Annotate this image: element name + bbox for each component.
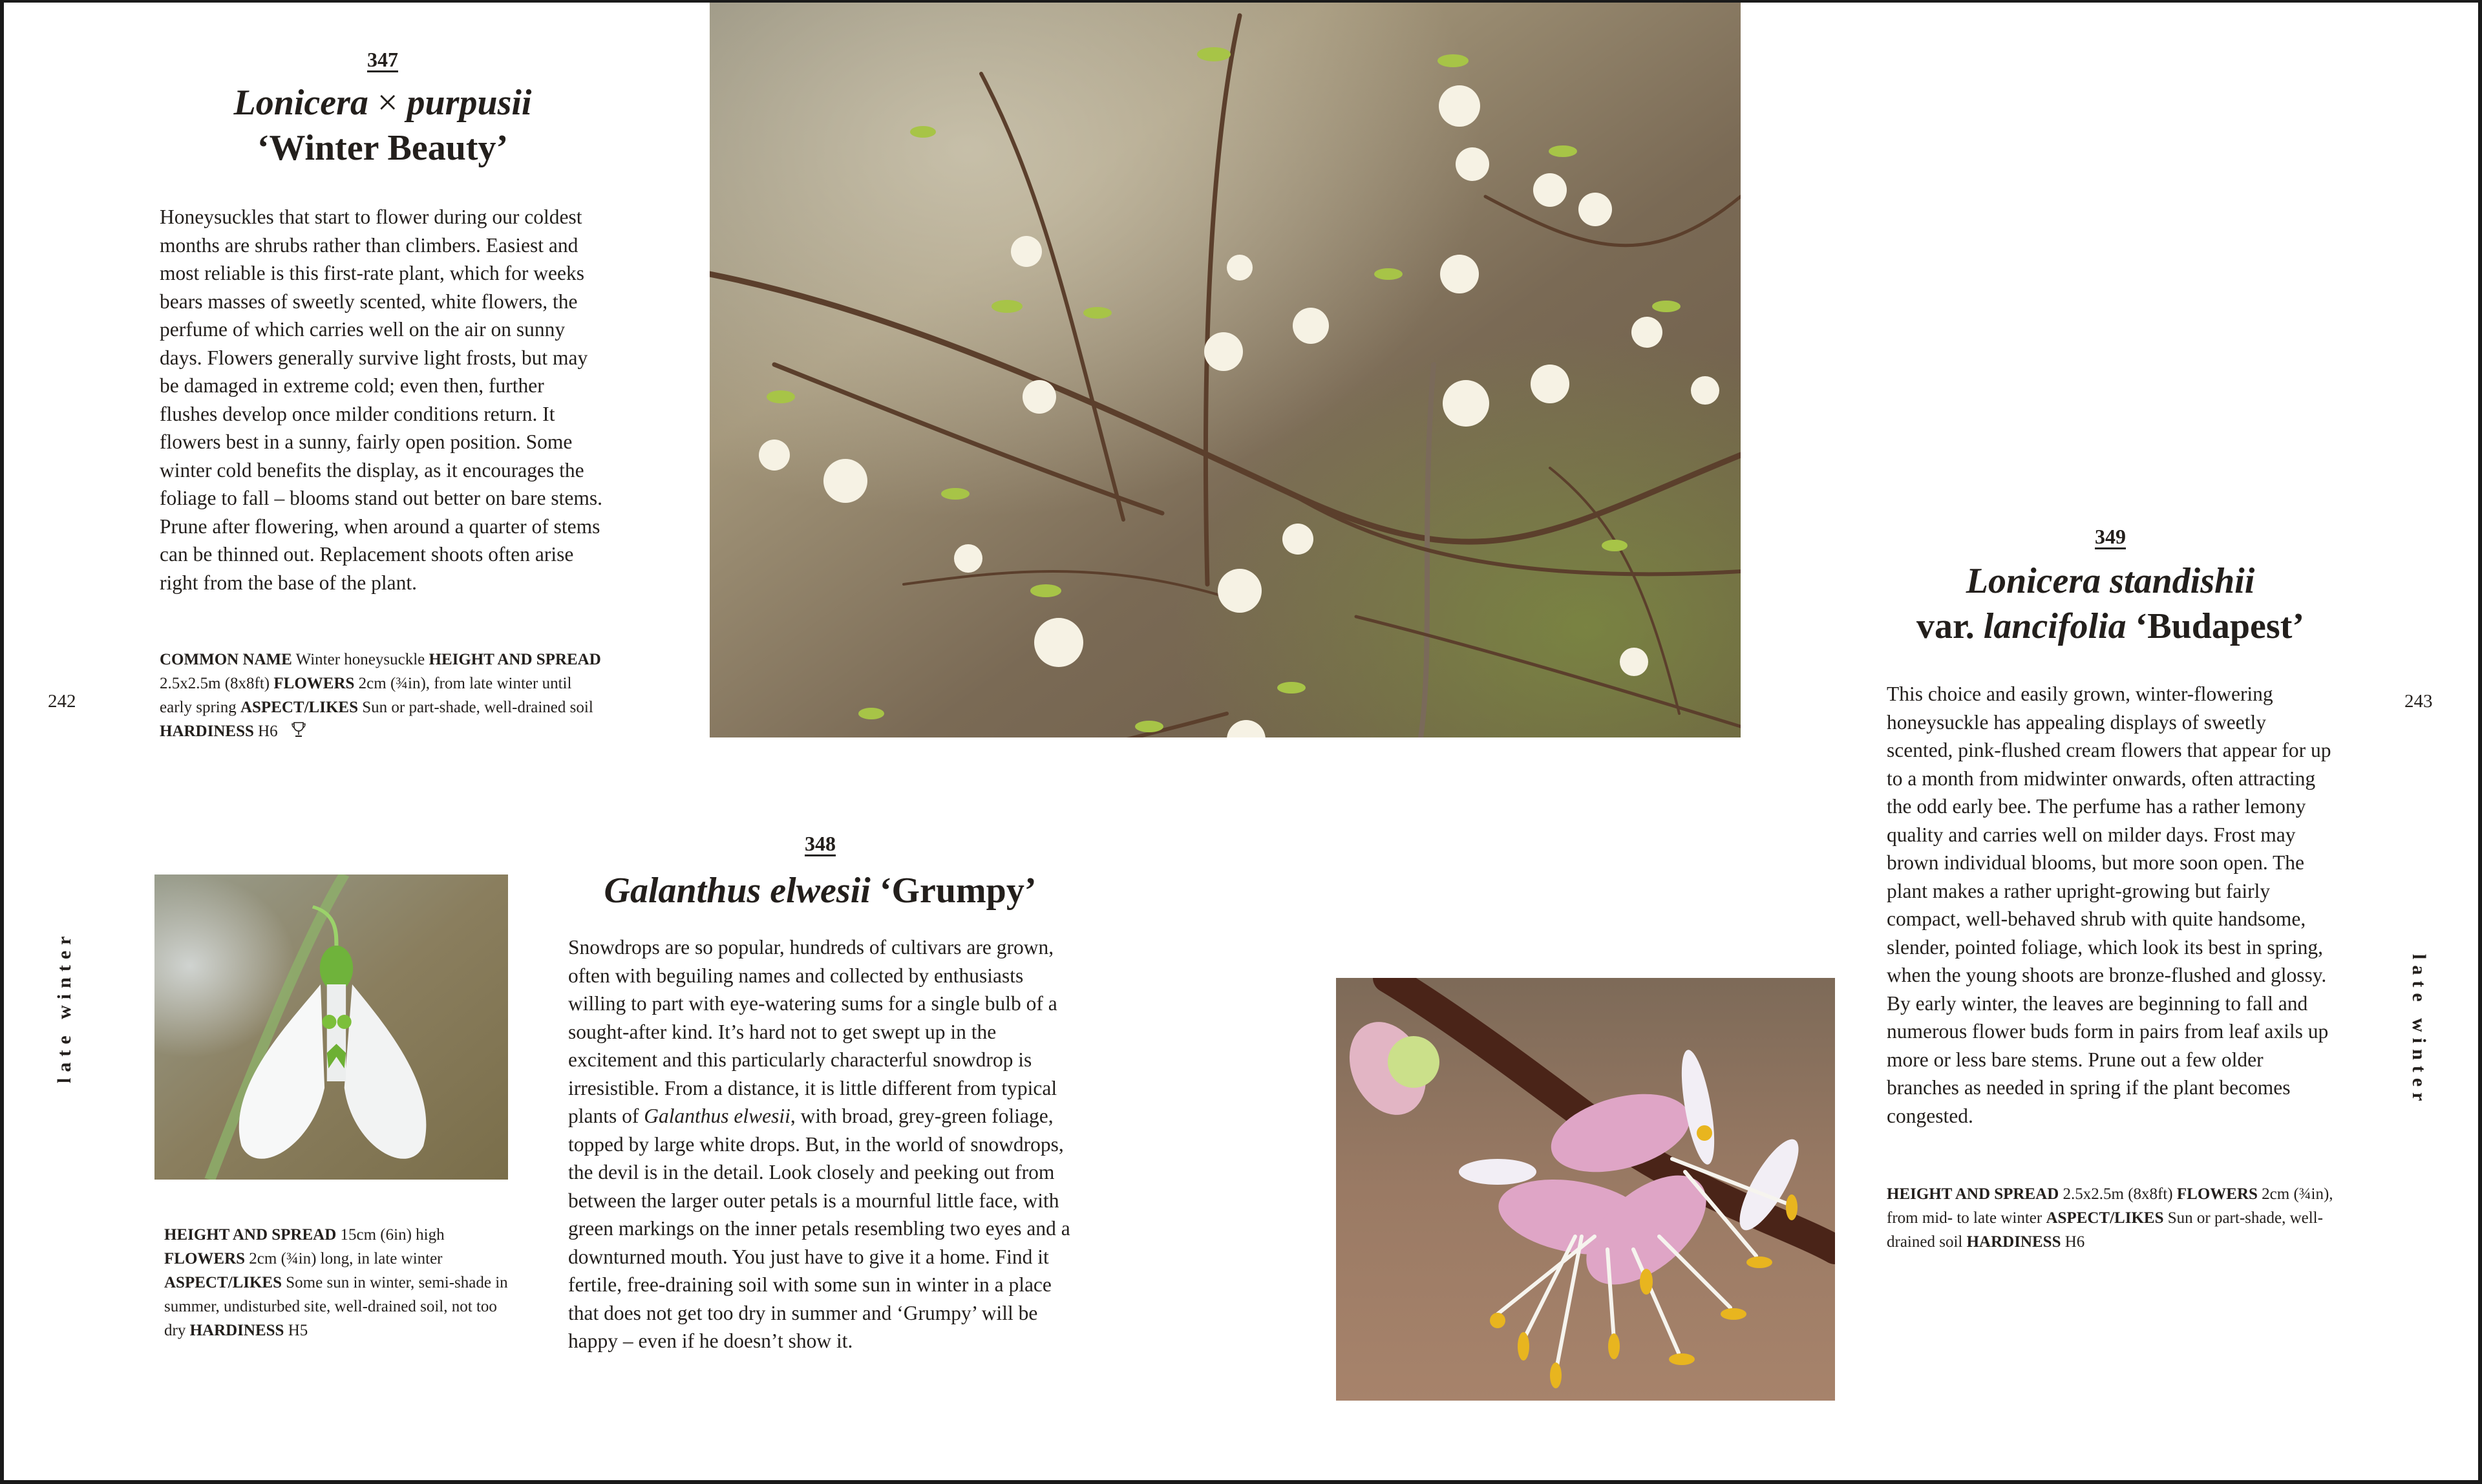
entry-number-349: 349 — [2095, 525, 2126, 548]
meta-label: ASPECT/LIKES — [240, 699, 358, 716]
meta-label: HARDINESS — [189, 1322, 284, 1339]
meta-value: H5 — [288, 1322, 308, 1339]
meta-label: HEIGHT AND SPREAD — [164, 1226, 337, 1244]
meta-value: 2.5x2.5m (8x8ft) — [160, 675, 270, 692]
photo-galanthus-grumpy — [154, 874, 508, 1180]
entry-body-347: Honeysuckles that start to flower during our coldest months are shrubs rather than climbers. Easiest and most reliable is this first-rate plant, which for weeks bears masses of sweetly scented, white flowers, the perfume of which carries well on the air on sunny days. Flowers generally survive light frosts, but may be damaged in extreme cold; even then, further flushes develop once milder conditions return. It flowers best in a sunny, fairly open position. Some winter cold benefits the display, as it encourages the foliage to fall – blooms stand out better on bare stems. Prune after flowering, when around a quarter of stems can be thinned out. Replacement shoots often arise right from the base of the plant. — [160, 206, 602, 594]
entry-number-348: 348 — [805, 832, 836, 855]
entry-meta-349 — [1887, 1182, 2336, 1254]
meta-label: HARDINESS — [1966, 1233, 2061, 1251]
entry-title-348 — [565, 868, 1076, 913]
meta-value: 2.5x2.5m (8x8ft) — [2063, 1185, 2173, 1203]
meta-label: ASPECT/LIKES — [164, 1274, 282, 1291]
entry-meta-348 — [164, 1223, 516, 1342]
meta-value: H6 — [2064, 1233, 2085, 1251]
meta-value: Winter honeysuckle — [295, 651, 425, 668]
meta-value: Some sun in winter, semi-shade in summer, undisturbed site, well-drained soil, not too dry — [164, 1274, 508, 1339]
book-spread — [4, 3, 2478, 1480]
title-cultivar: ‘Grumpy’ — [879, 871, 1037, 911]
title-cultivar: ‘Budapest’ — [2135, 606, 2304, 646]
body-text: Snowdrops are so popular, hundreds of cultivars are grown, often with beguiling names and collected by enthusiasts willing to part with eye-watering sums for a single bulb of a sought-after kind. It’s hard not to get swept up in the excitement and this particularly characterful snowdrop is irresistible. From a distance, it is little different from typical plants of — [568, 936, 1057, 1127]
page-number-left: 242 — [48, 691, 76, 712]
meta-label: HARDINESS — [160, 723, 254, 740]
title-botanical: Lonicera standishii — [1966, 561, 2255, 601]
title-hybrid-cross: × — [377, 83, 398, 123]
title-genus: Lonicera — [233, 83, 368, 123]
section-label-right: late winter — [2408, 954, 2430, 1107]
meta-value: H6 — [258, 723, 278, 740]
entry-meta-347 — [160, 648, 606, 743]
photo-lonicera-purpusii — [710, 3, 1741, 737]
entry-body-349: This choice and easily grown, winter-flowering honeysuckle has appealing displays of sweetly scented, pink-flushed cream flowers that appear for up to a month from midwinter onwards, often attracting the odd early bee. The perfume has a rather lemony quality and carries well on milder days. Frost may brown individual blooms, but more soon open. The plant makes a rather upright-growing but fairly compact, well-behaved shrub with quite handsome, slender, pointed foliage, which look its best in spring, when the young shoots are bronze-flushed and glossy. By early winter, the leaves are beginning to fall and numerous flower buds form in pairs from leaf axils up more or less bare stems. Prune out a few older branches as needed in spring if the plant becomes congested. — [1887, 683, 2331, 1127]
meta-value: 2cm (¾in), from mid- to late winter — [1887, 1185, 2333, 1227]
entry-body-348 — [568, 933, 1072, 1355]
title-species: purpusii — [407, 83, 532, 123]
entry-title-347 — [160, 80, 606, 171]
meta-value: 2cm (¾in), from late winter until early spring — [160, 675, 572, 716]
title-variety: lancifolia — [1983, 606, 2127, 646]
meta-label: FLOWERS — [164, 1250, 246, 1267]
title-botanical: Galanthus elwesii — [604, 871, 871, 911]
body-italic-name: Galanthus elwesii — [644, 1105, 790, 1127]
meta-value: Sun or part-shade, well-drained soil — [362, 699, 593, 716]
photo-lonicera-budapest — [1336, 978, 1835, 1401]
meta-label: FLOWERS — [273, 675, 355, 692]
title-rank: var. — [1916, 606, 1975, 646]
meta-label: ASPECT/LIKES — [2046, 1209, 2164, 1227]
entry-number-347: 347 — [367, 48, 398, 71]
meta-label: HEIGHT AND SPREAD — [429, 651, 601, 668]
section-label-left: late winter — [54, 930, 75, 1083]
meta-label: FLOWERS — [2176, 1185, 2258, 1203]
body-text: , with broad, grey-green foliage, topped by large white drops. But, in the world of snowdrops, the devil is in the detail. Look closely and peeking out from between the larger outer petals is a mournful little face, with green markings on the inner petals resembling two eyes and a downturned mouth. You just have to give it a home. Find it fertile, free-draining soil with some sun in winter in a place that does not get too dry in summer and ‘Grumpy’ will be happy – even if he doesn’t show it. — [568, 1105, 1070, 1352]
meta-label: COMMON NAME — [160, 651, 292, 668]
meta-value: 2cm (¾in) long, in late winter — [249, 1250, 443, 1267]
meta-value: 15cm (6in) high — [340, 1226, 445, 1244]
meta-label: HEIGHT AND SPREAD — [1887, 1185, 2059, 1203]
title-cultivar: ‘Winter Beauty’ — [257, 128, 509, 168]
trophy-icon — [291, 721, 306, 738]
entry-title-349 — [1887, 558, 2333, 649]
meta-value: Sun or part-shade, well-drained soil — [1887, 1209, 2323, 1251]
page-number-right: 243 — [2404, 691, 2433, 712]
